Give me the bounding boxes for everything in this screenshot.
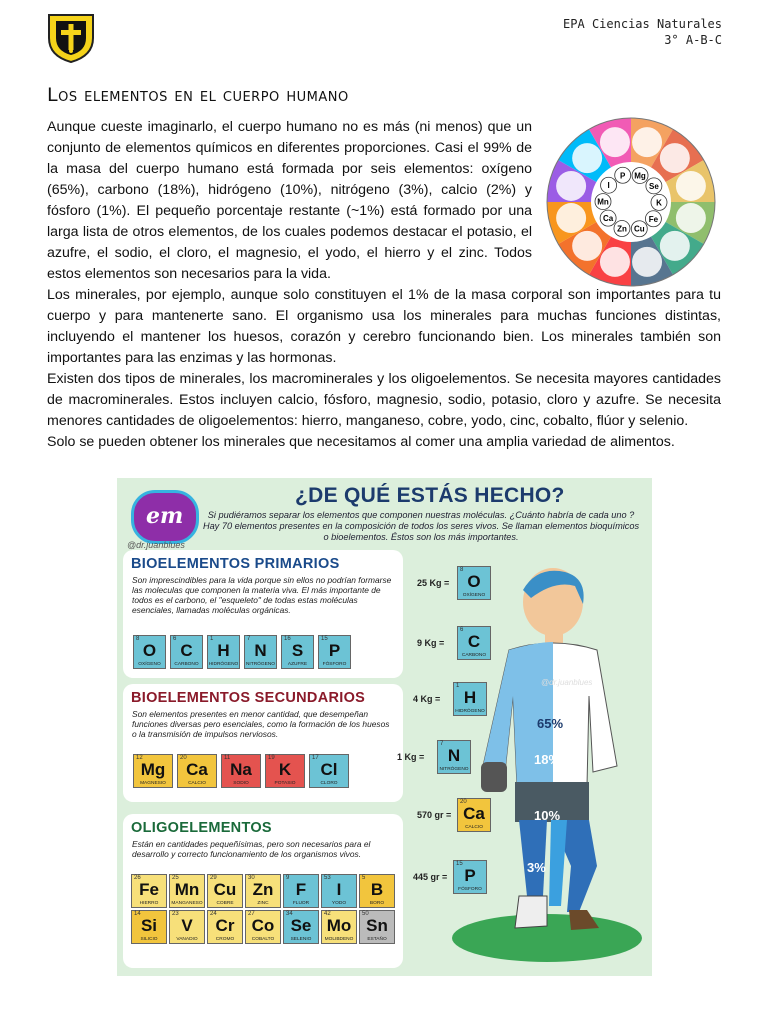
element-symbol: K [278,760,292,779]
element-name: CLORO [320,781,338,786]
element-name: CROMO [215,937,235,942]
element-name: COBRE [216,901,234,906]
element-name: OXÍGENO [138,662,161,667]
element-name: HIDRÓGENO [208,662,239,667]
food-plate [676,203,706,233]
element-name: NITRÓGENO [439,767,469,772]
atomic-number: 1 [210,636,214,642]
element-symbol: Se [290,916,312,935]
brand-badge-logo [131,490,199,544]
element-symbol: Fe [139,880,159,899]
atomic-number: 53 [324,875,331,881]
element-tile-cr [207,910,243,944]
brand-badge-text: em [146,503,184,529]
element-tile-zn [245,874,281,908]
atomic-number: 30 [248,875,255,881]
paragraph-2-text: Los minerales, por ejemplo, aunque solo constituyen el 1% de la masa corporal son importantes para tu cuerpo y para mantenerte sano. El organismo usa los minerales para muchas funciones distintas, incluyendo el mantener los huesos, corazón y cerebro funcionando bien. Los minerales también son importantes para las enzimas y las hormonas. [47,287,721,366]
element-name: VANADIO [176,937,198,942]
body-element-tile-o [457,566,491,600]
element-name: ZINC [257,901,269,906]
element-name: MANGANESO [171,901,203,906]
element-name: HIDRÓGENO [455,709,485,714]
food-plate [600,247,630,277]
element-name: CALCIO [465,825,483,830]
element-symbol: P [464,866,476,885]
element-symbol: Mg [140,760,166,779]
body-element-tile-n [437,740,471,774]
card-oligoelementos [123,814,403,968]
author-handle: @dr.juanblues [127,540,185,550]
element-name: SODIO [233,781,249,786]
card-title: BIOELEMENTOS SECUNDARIOS [131,690,366,706]
element-name: MAGNESIO [140,781,166,786]
element-tile-c [170,635,203,669]
element-name: HIERRO [139,901,159,906]
element-symbol: Mo [326,916,352,935]
card-description: Son imprescindibles para la vida porque sin ellos no podrían formarse las moleculas que componen la materia viva. El más importante de todos es el carbono, el "esqueleto" de todas estas moléculas esenciales, llamadas moléculas orgánicas. [132,575,392,615]
element-symbol: C [180,641,193,660]
element-symbol: Co [251,916,275,935]
element-tile-f [283,874,319,908]
element-symbol: Zn [252,880,274,899]
atomic-number: 11 [224,755,231,761]
atomic-number: 24 [210,911,217,917]
atomic-number: 7 [247,636,251,642]
atomic-number: 27 [248,911,255,917]
element-tile-n [244,635,277,669]
infographic-heading: ¿DE QUÉ ESTÁS HECHO? [295,484,565,507]
element-symbol: N [254,641,267,660]
atomic-number: 50 [362,911,369,917]
percent-oxigeno: 65% [537,716,564,731]
card-description: Son elementos presentes en menor cantidad, que desempeñan funciones diversas pero esenciales, como la formación de los huesos o la transmisión de impulsos nerviosos. [132,709,390,739]
element-symbol: V [181,916,193,935]
element-symbol: H [217,641,230,660]
element-symbol: P [328,641,341,660]
body-mass-label: 25 Kg = [417,578,450,588]
atomic-number: 20 [180,755,187,761]
paragraph-group [47,285,721,453]
element-symbol: O [467,572,481,591]
atomic-number: 9 [286,875,290,881]
body-mass-label: 9 Kg = [417,638,445,648]
atomic-number: 6 [460,627,464,633]
course-grades: 3° A-B-C [664,33,722,47]
element-symbol: H [463,688,477,707]
element-tile-si [131,910,167,944]
infographic-de-que-estas-hecho [117,478,652,976]
element-symbol: F [295,880,307,899]
element-tile-cl [309,754,349,788]
element-tile-k [265,754,305,788]
body-element-tile-ca [457,798,491,832]
body-element-tile-h [453,682,487,716]
element-symbol: N [447,746,461,765]
element-name: SILICIO [140,937,158,942]
card-title: OLIGOELEMENTOS [131,820,272,836]
element-name: BORO [369,901,385,906]
card-bioelementos-secundarios [123,684,403,802]
mineral-label: P [620,171,626,181]
element-name: ESTAÑO [367,937,387,942]
paragraph-3-text: Existen dos tipos de minerales, los macrominerales y los oligoelementos. Se necesita mayores cantidades de macrominerales. Estos incluyen calcio, fósforo, magnesio, sodio, potasio, cloro y azufre. Se necesita menores cantidades de oligoelementos: hierro, manganeso, cobre, yodo, cinc, cobalto, flúor y selenio. [47,371,721,429]
element-tile-na [221,754,261,788]
mineral-label: Se [648,181,659,191]
element-tile-ca [177,754,217,788]
food-plate [632,127,662,157]
food-plate [556,203,586,233]
element-tile-v [169,910,205,944]
atomic-number: 26 [134,875,141,881]
body-mass-label: 1 Kg = [397,752,425,762]
atomic-number: 14 [134,911,141,917]
mineral-label: Ca [602,214,614,224]
atomic-number: 25 [172,875,179,881]
mineral-label: Mn [597,197,609,207]
paragraph-1-text: Aunque cueste imaginarlo, el cuerpo humano no es más (ni menos) que un conjunto de elementos químicos en diferentes proporciones. Casi el 99% de la masa del cuerpo humano está formada por seis elementos: oxígeno (65%), carbono (18%), hidrógeno (10%), nitrógeno (3%), calcio (2%) y fósforo (1%). El pequeño porcentaje restante (~1%) está formado por una larga lista de otros elementos, de los cuales podemos destacar el potasio, el azufre, el sodio, el cloro, el magnesio, el yodo, el hierro y el zinc. Todos estos elementos son necesarios para la vida. [47,119,532,282]
element-name: CARBONO [174,662,199,667]
header-course-info [563,16,722,48]
mineral-label: Mg [634,171,646,181]
element-symbol: Sn [366,916,388,935]
minerals-food-wheel-image [541,117,721,287]
atomic-number: 15 [321,636,328,642]
atomic-number: 23 [172,911,179,917]
element-symbol: Ca [186,760,208,779]
element-tile-i [321,874,357,908]
element-tile-mn [169,874,205,908]
school-shield-logo [46,12,96,64]
percent-hidrogeno: 10% [534,808,561,823]
food-plate [556,171,586,201]
element-name: MOLIBDENO [324,937,354,942]
atomic-number: 12 [136,755,143,761]
element-symbol: Cr [215,916,235,935]
element-symbol: O [142,641,157,660]
body-mass-label: 4 Kg = [413,694,441,704]
mineral-label: Cu [633,224,645,234]
paragraph-4-text: Solo se pueden obtener los minerales que necesitamos al comer una amplia variedad de alimentos. [47,434,675,450]
element-name: CALCIO [188,781,206,786]
element-symbol: Cu [213,880,237,899]
element-symbol: S [291,641,304,660]
element-symbol: Na [230,760,252,779]
body-element-tile-c [457,626,491,660]
atomic-number: 6 [173,636,177,642]
element-symbol: Mn [174,880,200,899]
food-plate [572,231,602,261]
element-symbol: Ca [463,804,485,823]
element-tile-o [133,635,166,669]
element-tile-p [318,635,351,669]
element-name: AZUFRE [287,662,308,667]
food-plate [660,231,690,261]
element-symbol: Si [140,916,158,935]
element-tile-mg [133,754,173,788]
course-name: EPA Ciencias Naturales [563,17,722,31]
food-plate [572,143,602,173]
atomic-number: 17 [312,755,319,761]
element-symbol: C [467,632,481,651]
card-title: BIOELEMENTOS PRIMARIOS [131,556,340,572]
percent-nitrogeno: 3% [527,860,546,875]
atomic-number: 8 [136,636,140,642]
paragraph-1 [47,117,532,285]
atomic-number: 1 [456,683,460,689]
card-bioelementos-primarios [123,550,403,678]
atomic-number: 16 [284,636,291,642]
element-name: OXÍGENO [462,593,486,598]
food-plate [676,171,706,201]
element-name: CARBONO [461,653,487,658]
element-name: FÓSFORO [322,662,347,667]
atomic-number: 34 [286,911,293,917]
element-tile-se [283,910,319,944]
atomic-number: 7 [440,741,444,747]
body-mass-label: 570 gr = [417,810,452,820]
element-symbol: Cl [320,760,338,779]
element-tile-cu [207,874,243,908]
card-description: Están en cantidades pequeñísimas, pero son necesarios para el desarrollo y correcto funcionamiento de los organismos vivos. [132,839,371,859]
element-tile-s [281,635,314,669]
atomic-number: 15 [456,861,463,867]
element-tile-mo [321,910,357,944]
element-tile-fe [131,874,167,908]
element-tile-b [359,874,395,908]
element-name: SELENIO [290,937,312,942]
element-name: NITRÓGENO [245,662,276,667]
body-element-tile-p [453,860,487,894]
atomic-number: 5 [362,875,366,881]
element-name: YODO [331,901,347,906]
element-tile-h [207,635,240,669]
atomic-number: 42 [324,911,331,917]
element-tile-co [245,910,281,944]
food-plate [632,247,662,277]
mineral-label: I [607,181,610,191]
body-mass-label: 445 gr = [413,872,448,882]
page-title: Los elementos en el cuerpo humano [47,84,349,106]
element-name: FÓSFORO [458,887,482,892]
mineral-label: Fe [648,214,659,224]
atomic-number: 29 [210,875,217,881]
percent-carbono: 18% [534,752,561,767]
infographic-intro: Si pudiéramos separar los elementos que componen nuestras moléculas. ¿Cuánto habría de cada uno ? Hay 70 elementos presentes en la composición de todos los seres vivos. Se llaman elementos bioquímicos o bioelementos. Éstos son los más importantes. [202,510,640,542]
atomic-number: 20 [460,799,467,805]
element-symbol: B [370,880,384,899]
mineral-label: Zn [617,224,627,234]
element-name: FLUOR [292,901,310,906]
food-plate [660,143,690,173]
atomic-number: 8 [460,567,464,573]
atomic-number: 19 [268,755,275,761]
food-plate [600,127,630,157]
mineral-label: K [656,198,662,208]
figure-author-handle: @dr.juanblues [541,678,593,687]
element-symbol: I [336,880,342,899]
element-name: COBALTO [251,937,275,942]
element-tile-sn [359,910,395,944]
element-name: POTASIO [274,781,296,786]
